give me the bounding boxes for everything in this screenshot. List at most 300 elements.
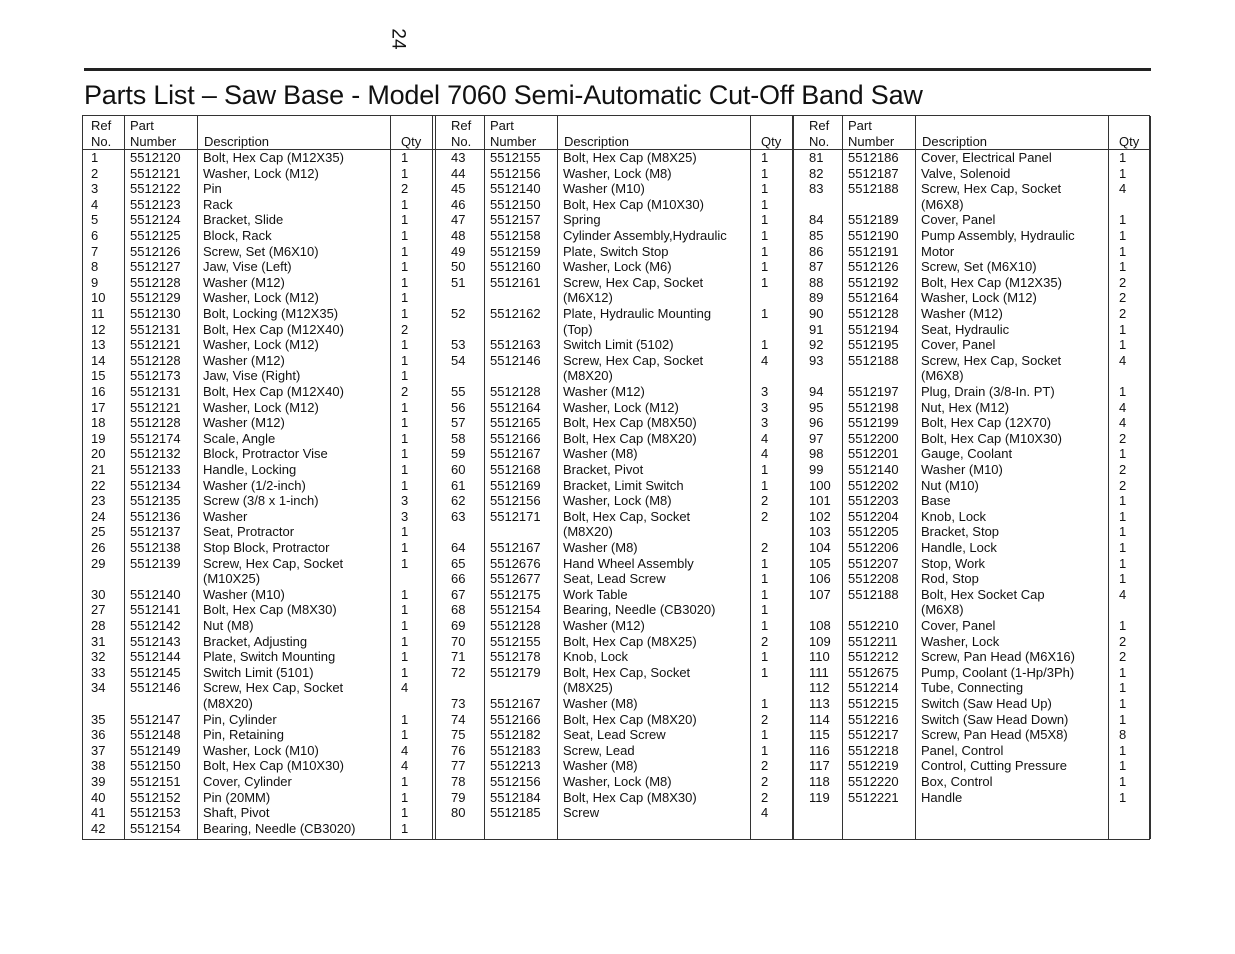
ref-no: 117 <box>809 758 830 774</box>
table-row <box>801 774 1151 790</box>
qty: 1 <box>1119 446 1127 462</box>
table-row <box>801 306 1151 322</box>
qty: 1 <box>1119 384 1127 399</box>
table-row <box>443 197 793 213</box>
qty: 1 <box>401 774 409 789</box>
qty: 1 <box>761 243 769 259</box>
ref-no: 68 <box>451 602 466 618</box>
part-number: 5512134 <box>130 477 181 493</box>
part-number: 5512182 <box>490 727 541 743</box>
table-row <box>83 540 433 556</box>
description: Bracket, Limit Switch <box>563 477 684 493</box>
part-number: 5512146 <box>130 680 181 696</box>
table-row <box>801 446 1151 462</box>
qty: 2 <box>761 758 769 774</box>
part-number: 5512211 <box>848 633 898 649</box>
part-number: 5512126 <box>848 259 899 275</box>
description: Cover, Panel <box>921 618 996 633</box>
qty: 1 <box>401 477 409 493</box>
part-number: 5512205 <box>848 524 899 540</box>
qty: 4 <box>1119 586 1127 602</box>
ref-no: 13 <box>91 337 106 353</box>
qty: 1 <box>401 212 409 228</box>
ref-no: 4 <box>91 196 99 212</box>
description: Screw, Lead <box>563 742 635 758</box>
ref-no: 44 <box>451 165 466 181</box>
ref-no: 116 <box>809 742 830 758</box>
table-row <box>443 618 793 634</box>
qty: 1 <box>761 462 769 477</box>
ref-no: 45 <box>451 181 466 197</box>
ref-no: 8 <box>91 259 99 275</box>
qty: 4 <box>401 742 409 758</box>
part-number: 5512149 <box>130 742 181 758</box>
table-row <box>83 680 433 696</box>
description: Bolt, Hex Cap (M8X50) <box>563 415 697 431</box>
qty: 1 <box>1119 618 1127 633</box>
qty: 1 <box>1119 337 1127 353</box>
ref-no: 6 <box>91 228 99 243</box>
ref-no: 88 <box>809 274 824 290</box>
ref-no: 22 <box>91 477 106 493</box>
ref-no: 114 <box>809 711 830 727</box>
table-row <box>83 602 433 618</box>
ref-no: 104 <box>809 540 831 555</box>
qty: 1 <box>1119 259 1127 275</box>
qty: 1 <box>401 540 409 555</box>
ref-no: 113 <box>809 696 830 711</box>
qty: 1 <box>1119 524 1127 540</box>
description: Bolt, Hex Cap (M8X30) <box>203 602 337 618</box>
table-row <box>83 790 433 806</box>
description: Screw, Set (M6X10) <box>203 243 319 259</box>
table-row <box>443 446 793 462</box>
table-row <box>801 337 1151 353</box>
description: Washer, Lock (M12) <box>203 165 319 181</box>
part-number: 5512126 <box>130 243 181 259</box>
part-number: 5512159 <box>490 243 541 259</box>
description: Pin, Cylinder <box>203 711 277 727</box>
part-number: 5512146 <box>490 352 541 368</box>
qty: 1 <box>401 633 409 649</box>
qty: 1 <box>761 618 769 633</box>
description: Nut (M10) <box>921 477 979 493</box>
qty: 1 <box>1119 321 1127 337</box>
table-row <box>443 431 793 447</box>
ref-no: 5 <box>91 212 99 228</box>
part-number: 5512165 <box>490 415 541 431</box>
ref-no: 50 <box>451 259 466 275</box>
part-number: 5512131 <box>130 384 181 399</box>
qty: 1 <box>401 462 409 477</box>
qty: 1 <box>1119 774 1127 789</box>
ref-no: 31 <box>91 633 106 649</box>
description: Bolt, Hex Cap (M12X35) <box>921 274 1062 290</box>
header-ref: Ref <box>91 118 112 133</box>
table-row <box>801 493 1151 509</box>
qty: 1 <box>401 368 409 384</box>
description: Hand Wheel Assembly <box>563 555 694 571</box>
table-row <box>443 368 793 384</box>
qty: 1 <box>1119 165 1127 181</box>
table-row <box>801 166 1151 182</box>
part-number: 5512677 <box>490 571 541 587</box>
header-part: Part <box>848 118 872 133</box>
table-row <box>83 353 433 369</box>
description: Bolt, Hex Cap (M10X30) <box>203 758 344 774</box>
description: Spring <box>563 212 601 228</box>
table-row <box>83 758 433 774</box>
table-row <box>801 462 1151 478</box>
table-row <box>83 431 433 447</box>
part-number: 5512144 <box>130 649 181 665</box>
part-number: 5512200 <box>848 430 899 446</box>
qty: 1 <box>761 742 769 758</box>
description: Cylinder Assembly,Hydraulic <box>563 228 727 243</box>
table-row <box>801 400 1151 416</box>
qty: 1 <box>761 696 769 711</box>
part-number: 5512163 <box>490 337 541 353</box>
table-row <box>443 290 793 306</box>
ref-no: 96 <box>809 415 824 431</box>
ref-no: 80 <box>451 805 466 821</box>
part-number: 5512122 <box>130 181 181 197</box>
ref-no: 26 <box>91 540 106 555</box>
qty: 1 <box>401 789 409 805</box>
qty: 1 <box>401 150 409 165</box>
part-number: 5512131 <box>130 321 181 337</box>
description: Plate, Hydraulic Mounting <box>563 306 712 321</box>
table-row <box>83 587 433 603</box>
qty: 1 <box>401 306 409 321</box>
ref-no: 93 <box>809 352 824 368</box>
description: Pump Assembly, Hydraulic <box>921 228 1075 243</box>
qty: 4 <box>1119 399 1127 415</box>
description: Nut (M8) <box>203 618 254 633</box>
ref-no: 2 <box>91 165 99 181</box>
qty: 8 <box>1119 727 1127 743</box>
header-part: Part <box>130 118 154 133</box>
table-row <box>83 244 433 260</box>
part-number: 5512128 <box>130 352 181 368</box>
header-number: Number <box>848 134 895 149</box>
ref-no: 34 <box>91 680 106 696</box>
ref-no: 85 <box>809 228 824 243</box>
ref-no: 105 <box>809 555 831 571</box>
ref-no: 40 <box>91 789 106 805</box>
part-number: 5512147 <box>130 711 181 727</box>
description: Block, Protractor Vise <box>203 446 328 462</box>
qty: 4 <box>1119 181 1127 197</box>
qty: 2 <box>1119 306 1127 321</box>
table-row <box>443 540 793 556</box>
description: Washer, Lock <box>921 633 1000 649</box>
ref-no: 21 <box>91 462 106 477</box>
description: Handle <box>921 789 963 805</box>
ref-no: 54 <box>451 352 466 368</box>
part-number: 5512173 <box>130 368 181 384</box>
qty: 2 <box>1119 274 1127 290</box>
part-number: 5512175 <box>490 586 541 602</box>
part-number: 5512676 <box>490 555 541 571</box>
ref-no: 55 <box>451 384 466 399</box>
description: Washer (M12) <box>563 618 645 633</box>
part-number: 5512183 <box>490 742 541 758</box>
qty: 1 <box>1119 212 1127 228</box>
description: Washer (M12) <box>563 384 645 399</box>
table-row <box>443 712 793 728</box>
ref-no: 11 <box>91 306 105 321</box>
qty: 2 <box>1119 290 1127 306</box>
part-number: 5512137 <box>130 524 181 540</box>
header-number: Number <box>490 134 537 149</box>
qty: 1 <box>761 181 769 197</box>
qty: 2 <box>761 711 769 727</box>
qty: 1 <box>761 212 769 228</box>
ref-no: 10 <box>91 290 106 306</box>
qty: 2 <box>761 493 769 509</box>
table-row <box>443 587 793 603</box>
part-number: 5512154 <box>490 602 541 618</box>
description: Pin, Retaining <box>203 727 284 743</box>
table-row <box>83 821 433 837</box>
qty: 2 <box>1119 633 1127 649</box>
qty: 1 <box>1119 696 1127 711</box>
part-number: 5512128 <box>490 618 541 633</box>
qty: 1 <box>401 274 409 290</box>
header-number: Number <box>130 134 177 149</box>
ref-no: 30 <box>91 586 106 602</box>
table-row <box>801 244 1151 260</box>
ref-no: 28 <box>91 618 106 633</box>
ref-no: 77 <box>451 758 466 774</box>
qty: 1 <box>761 228 769 243</box>
description: Bolt, Locking (M12X35) <box>203 306 339 321</box>
qty: 1 <box>401 664 409 680</box>
table-row <box>83 166 433 182</box>
description: Cover, Electrical Panel <box>921 150 1052 165</box>
part-number: 5512157 <box>490 212 541 228</box>
ref-no: 106 <box>809 571 831 587</box>
ref-no: 62 <box>451 493 466 509</box>
table-row <box>801 571 1151 587</box>
table-row <box>443 556 793 572</box>
part-number: 5512189 <box>848 212 899 228</box>
table-row <box>83 197 433 213</box>
description: Bracket, Slide <box>203 212 284 228</box>
description: Washer, Lock (M8) <box>563 774 672 789</box>
ref-no: 107 <box>809 586 831 602</box>
table-row <box>801 712 1151 728</box>
ref-no: 52 <box>451 306 466 321</box>
part-number: 5512128 <box>848 306 899 321</box>
description: Handle, Locking <box>203 462 297 477</box>
description: Handle, Lock <box>921 540 997 555</box>
qty: 4 <box>761 446 769 462</box>
description: Screw, Hex Cap, Socket <box>203 680 344 696</box>
table-row <box>443 524 793 540</box>
table-row <box>443 758 793 774</box>
qty: 3 <box>761 384 769 399</box>
qty: 1 <box>1119 150 1127 165</box>
ref-no: 72 <box>451 664 466 680</box>
table-row <box>443 634 793 650</box>
description: Switch Limit (5101) <box>203 664 314 680</box>
table-row <box>801 275 1151 291</box>
qty: 1 <box>401 649 409 665</box>
ref-no: 112 <box>809 680 830 696</box>
qty: 1 <box>401 430 409 446</box>
part-number: 5512199 <box>848 415 899 431</box>
part-number: 5512141 <box>130 602 181 618</box>
ref-no: 70 <box>451 633 466 649</box>
header-qty: Qty <box>401 134 422 149</box>
description: Screw, Hex Cap, Socket <box>921 181 1062 197</box>
table-row <box>443 259 793 275</box>
description: Knob, Lock <box>563 649 629 665</box>
qty: 1 <box>401 820 409 836</box>
ref-no: 37 <box>91 742 106 758</box>
ref-no: 7 <box>91 243 99 259</box>
ref-no: 56 <box>451 399 466 415</box>
table-row <box>83 400 433 416</box>
table-row <box>443 665 793 681</box>
part-number: 5512198 <box>848 399 899 415</box>
part-number: 5512160 <box>490 259 541 275</box>
description: Bearing, Needle (CB3020) <box>203 820 356 836</box>
header-part: Part <box>490 118 514 133</box>
description: Cover, Panel <box>921 337 996 353</box>
description: Seat, Hydraulic <box>921 321 1010 337</box>
qty: 1 <box>401 805 409 821</box>
description: Pin (20MM) <box>203 789 271 805</box>
description: Washer (1/2-inch) <box>203 477 306 493</box>
description: Tube, Connecting <box>921 680 1024 696</box>
description: Washer <box>203 508 248 524</box>
description: Bolt, Hex Cap (M12X40) <box>203 321 344 337</box>
part-number: 5512190 <box>848 228 899 243</box>
table-row <box>443 228 793 244</box>
table-row <box>83 649 433 665</box>
qty: 1 <box>1119 508 1127 524</box>
part-number: 5512178 <box>490 649 541 665</box>
table-row <box>801 509 1151 525</box>
ref-no: 18 <box>91 415 106 431</box>
qty: 1 <box>401 711 409 727</box>
table-row <box>83 634 433 650</box>
part-number: 5512168 <box>490 462 541 477</box>
ref-no: 110 <box>809 649 830 665</box>
qty: 1 <box>401 602 409 618</box>
ref-no: 12 <box>91 321 106 337</box>
description: Knob, Lock <box>921 508 987 524</box>
qty: 2 <box>1119 462 1127 477</box>
table-row <box>443 306 793 322</box>
part-number: 5512217 <box>848 727 899 743</box>
description: Plate, Switch Mounting <box>203 649 336 665</box>
ref-no: 20 <box>91 446 106 462</box>
ref-no: 90 <box>809 306 824 321</box>
description: Washer (M12) <box>203 415 285 431</box>
ref-no: 19 <box>91 430 106 446</box>
table-row <box>801 322 1151 338</box>
table-row <box>801 618 1151 634</box>
description: Washer (M8) <box>563 758 638 774</box>
qty: 1 <box>761 649 769 665</box>
description: Plug, Drain (3/8-In. PT) <box>921 384 1055 399</box>
description: Bracket, Adjusting <box>203 633 308 649</box>
part-number: 5512204 <box>848 508 899 524</box>
part-number: 5512153 <box>130 805 181 821</box>
description: Washer (M12) <box>203 352 285 368</box>
ref-no: 115 <box>809 727 830 743</box>
part-number: 5512169 <box>490 477 541 493</box>
table-row <box>443 400 793 416</box>
table-row <box>83 805 433 821</box>
qty: 4 <box>401 758 409 774</box>
description: Washer (M8) <box>563 446 638 462</box>
qty: 1 <box>401 446 409 462</box>
description: (M6X12) <box>563 290 613 306</box>
description: Scale, Angle <box>203 430 276 446</box>
table-row <box>443 415 793 431</box>
description: Seat, Lead Screw <box>563 727 666 743</box>
ref-no: 49 <box>451 243 466 259</box>
ref-no: 84 <box>809 212 824 228</box>
ref-no: 35 <box>91 711 106 727</box>
qty: 3 <box>401 493 409 509</box>
ref-no: 78 <box>451 774 466 789</box>
qty: 1 <box>1119 789 1127 805</box>
part-number: 5512188 <box>848 181 899 197</box>
ref-no: 29 <box>91 555 106 571</box>
ref-no: 66 <box>451 571 466 587</box>
table-row <box>443 805 793 821</box>
qty: 3 <box>761 399 769 415</box>
qty: 1 <box>761 259 769 275</box>
part-number: 5512128 <box>130 274 181 290</box>
qty: 1 <box>761 602 769 618</box>
qty: 1 <box>761 337 769 353</box>
description: Washer, Lock (M8) <box>563 493 672 509</box>
part-number: 5512219 <box>848 758 899 774</box>
description: (M6X8) <box>921 196 964 212</box>
description: Washer, Lock (M12) <box>563 399 679 415</box>
description: Nut, Hex (M12) <box>921 399 1010 415</box>
part-number: 5512167 <box>490 446 541 462</box>
group-separator <box>435 116 436 839</box>
part-number: 5512158 <box>490 228 541 243</box>
table-row <box>801 790 1151 806</box>
description: (M6X8) <box>921 602 964 618</box>
table-row <box>443 509 793 525</box>
qty: 1 <box>1119 680 1127 696</box>
part-number: 5512128 <box>130 415 181 431</box>
qty: 1 <box>761 727 769 743</box>
ref-no: 27 <box>91 602 106 618</box>
part-number: 5512127 <box>130 259 181 275</box>
part-number: 5512128 <box>490 384 541 399</box>
part-number: 5512120 <box>130 150 181 165</box>
table-row <box>801 368 1151 384</box>
description: Washer, Lock (M12) <box>203 337 319 353</box>
qty: 4 <box>761 352 769 368</box>
part-number: 5512140 <box>490 181 541 197</box>
table-row <box>801 743 1151 759</box>
table-row <box>83 181 433 197</box>
ref-no: 94 <box>809 384 824 399</box>
ref-no: 47 <box>451 212 466 228</box>
